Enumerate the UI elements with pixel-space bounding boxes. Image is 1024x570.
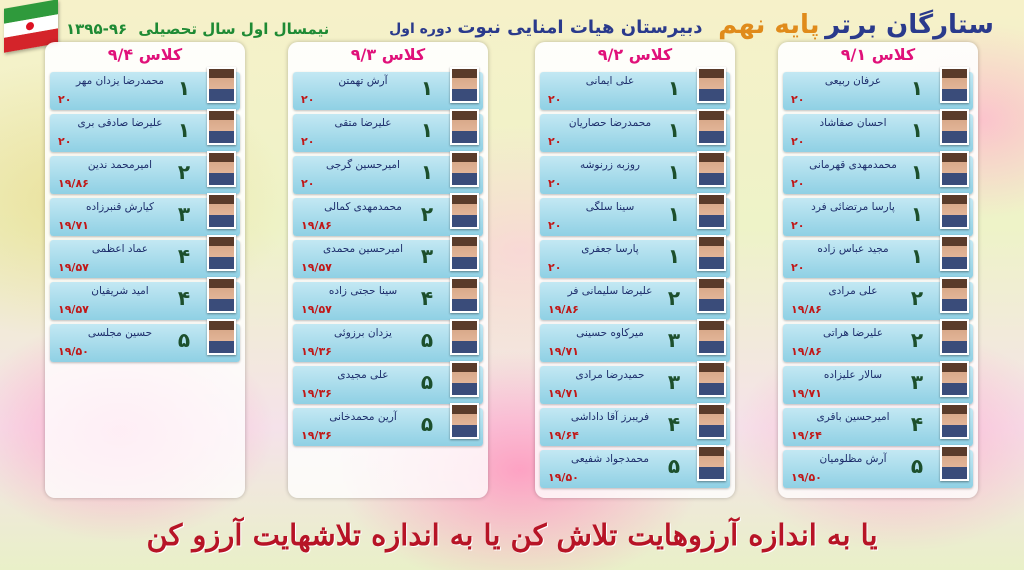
student-grade: ۲۰ [791,219,805,232]
student-rank: ۴ [420,286,434,310]
class-title: کلاس ۹/۳ [350,45,426,64]
student-rank: ۱ [420,118,434,142]
student-photo [450,193,479,229]
student-grade: ۲۰ [548,135,562,148]
student-rank: ۱ [910,160,924,184]
student-rank: ۵ [667,454,681,478]
student-row [783,72,973,110]
student-name: علیرضا سلیمانی فر [567,285,653,297]
student-photo [940,319,969,355]
student-grade: ۱۹/۸۶ [791,303,822,316]
student-grade: ۱۹/۸۶ [791,345,822,358]
student-name: پارسا جعفری [581,243,639,255]
student-rank: ۳ [177,202,191,226]
student-row [540,282,730,320]
student-name: روزبه زرنوشه [579,159,641,171]
student-grade: ۱۹/۳۶ [301,387,332,400]
student-rank: ۱ [910,202,924,226]
student-row [783,198,973,236]
student-rank: ۱ [177,118,191,142]
student-rank: ۱ [420,160,434,184]
student-name: علیرضا صادقی بری [77,117,163,129]
student-row [50,324,240,362]
student-grade: ۱۹/۵۷ [58,261,89,274]
student-row [50,156,240,194]
student-grade: ۲۰ [58,93,72,106]
student-row [293,72,483,110]
student-grade: ۱۹/۷۱ [548,345,579,358]
student-name: سالار علیزاده [823,369,883,381]
student-photo [940,277,969,313]
student-photo [450,109,479,145]
student-rank: ۲ [910,286,924,310]
student-name: امید شریفیان [91,285,149,297]
student-row [540,450,730,488]
student-rank: ۱ [910,244,924,268]
student-rank: ۳ [420,244,434,268]
student-name: علی مجیدی [337,369,389,381]
student-name: علی ایمانی [585,75,635,87]
student-name: امیرحسین گرجی [326,159,400,171]
student-row [293,240,483,278]
student-photo [697,319,726,355]
student-name: پارسا مرتضائی فرد [811,201,895,213]
student-grade: ۱۹/۳۶ [301,345,332,358]
student-photo [697,151,726,187]
student-rank: ۱ [910,118,924,142]
student-name: آرین محمدخانی [329,411,397,423]
page-title [387,10,994,40]
student-rank: ۲ [910,328,924,352]
student-row [540,408,730,446]
student-photo [940,193,969,229]
student-row [540,72,730,110]
student-photo [697,235,726,271]
student-name: مجید عباس زاده [817,243,889,255]
student-photo [207,67,236,103]
student-rank: ۱ [667,118,681,142]
student-rank: ۳ [667,328,681,352]
student-grade: ۲۰ [548,93,562,106]
student-rank: ۵ [910,454,924,478]
student-row [540,240,730,278]
student-row [783,450,973,488]
student-grade: ۲۰ [58,135,72,148]
student-grade: ۲۰ [791,177,805,190]
student-grade: ۲۰ [301,93,315,106]
student-row [540,324,730,362]
student-photo [450,361,479,397]
student-rank: ۱ [177,76,191,100]
student-name: امیرمحمد ندین [87,159,153,171]
student-row [50,198,240,236]
class-column [288,42,488,498]
class-title: کلاس ۹/۲ [597,45,673,64]
student-row [783,114,973,152]
student-grade: ۲۰ [301,135,315,148]
semester-label [66,20,329,38]
student-row [540,198,730,236]
student-name: کیارش قنبرزاده [86,201,154,213]
student-name: سینا سلگی [585,201,635,213]
student-rank: ۱ [420,76,434,100]
title-grade: پایه نهم [718,10,820,40]
student-rank: ۲ [420,202,434,226]
student-row [783,366,973,404]
title-main: ستارگان برتر [825,10,994,40]
student-photo [940,235,969,271]
student-grade: ۱۹/۷۱ [548,387,579,400]
school-period: دوره اول [389,21,452,37]
student-grade: ۱۹/۵۰ [58,345,89,358]
student-row [293,282,483,320]
page-header [0,0,1024,48]
student-photo [450,67,479,103]
student-grade: ۱۹/۶۴ [548,429,579,442]
student-photo [207,109,236,145]
student-photo [940,403,969,439]
student-name: محمدمهدی قهرمانی [809,159,897,171]
semester-text: نیمسال اول سال تحصیلی [138,20,330,38]
student-photo [940,445,969,481]
student-rank: ۴ [177,244,191,268]
student-grade: ۱۹/۷۱ [58,219,89,232]
school-name: دبیرستان هیات امنایی نبوت [457,17,703,38]
student-name: میرکاوه حسینی [576,327,644,339]
student-rank: ۱ [667,244,681,268]
student-rank: ۵ [420,328,434,352]
student-grade: ۲۰ [791,135,805,148]
motto-footer: یا به اندازه آرزوهایت تلاش کن یا به اندازه تلاشهایت آرزو کن [146,518,878,552]
student-photo [450,319,479,355]
student-name: آرش مظلومیان [819,453,887,465]
student-photo [697,277,726,313]
student-row [293,324,483,362]
student-rank: ۲ [177,160,191,184]
student-name: امیرحسین باقری [816,411,890,423]
student-row [783,282,973,320]
student-row [50,240,240,278]
student-grade: ۱۹/۳۶ [301,429,332,442]
student-rank: ۱ [910,76,924,100]
student-photo [697,109,726,145]
student-row [783,156,973,194]
student-photo [450,277,479,313]
student-photo [450,403,479,439]
student-grade: ۲۰ [548,219,562,232]
student-rank: ۴ [177,286,191,310]
student-photo [450,235,479,271]
student-photo [450,151,479,187]
student-row [783,408,973,446]
student-grade: ۲۰ [548,261,562,274]
student-row [293,408,483,446]
student-rank: ۳ [667,370,681,394]
student-name: علیرضا متقی [334,117,392,129]
student-name: عرفان ربیعی [824,75,882,87]
student-name: عماد اعظمی [91,243,149,255]
student-photo [207,193,236,229]
student-name: حسین مجلسی [87,327,153,339]
student-rank: ۵ [420,370,434,394]
student-grade: ۱۹/۷۱ [791,387,822,400]
class-column [535,42,735,498]
student-rank: ۲ [667,286,681,310]
student-name: یزدان برزوئی [334,327,392,339]
student-grade: ۱۹/۶۴ [791,429,822,442]
student-name: سینا حجتی زاده [328,285,398,297]
student-photo [207,319,236,355]
student-grade: ۲۰ [791,261,805,274]
student-photo [697,193,726,229]
student-rank: ۵ [420,412,434,436]
student-photo [940,361,969,397]
student-photo [697,361,726,397]
student-photo [207,151,236,187]
student-name: علی مرادی [828,285,878,297]
student-name: فریبرز آقا داداشی [570,411,650,423]
student-grade: ۱۹/۵۷ [58,303,89,316]
student-photo [940,109,969,145]
student-grade: ۱۹/۸۶ [548,303,579,316]
student-name: آرش تهمتن [338,75,388,87]
student-photo [940,151,969,187]
student-row [50,282,240,320]
class-column [778,42,978,498]
student-rank: ۵ [177,328,191,352]
student-photo [207,277,236,313]
semester-years: ۹۶-۱۳۹۵ [66,20,128,38]
student-photo [940,67,969,103]
student-rank: ۱ [667,202,681,226]
class-column [45,42,245,498]
student-row [293,114,483,152]
student-row [293,198,483,236]
student-photo [697,445,726,481]
student-name: احسان صفاشاد [819,117,887,129]
student-row [293,366,483,404]
student-row [293,156,483,194]
student-grade: ۱۹/۵۷ [301,261,332,274]
student-grade: ۱۹/۸۶ [301,219,332,232]
student-rank: ۱ [667,160,681,184]
student-name: محمدجواد شفیعی [571,453,649,465]
student-grade: ۱۹/۵۰ [548,471,579,484]
student-name: محمدمهدی کمالی [324,201,402,213]
class-title: کلاس ۹/۴ [107,45,183,64]
student-row [783,240,973,278]
student-row [540,156,730,194]
student-rank: ۳ [910,370,924,394]
student-photo [697,67,726,103]
student-row [540,366,730,404]
student-name: محمدرضا حصاریان [568,117,652,129]
student-row [540,114,730,152]
student-grade: ۲۰ [301,177,315,190]
student-name: علیرضا هراتی [822,327,884,339]
student-row [50,114,240,152]
student-name: امیرحسین محمدی [322,243,404,255]
student-photo [697,403,726,439]
student-row [50,72,240,110]
student-grade: ۱۹/۵۷ [301,303,332,316]
student-row [783,324,973,362]
student-name: حمیدرضا مرادی [575,369,645,381]
student-grade: ۲۰ [548,177,562,190]
student-rank: ۴ [667,412,681,436]
student-grade: ۲۰ [791,93,805,106]
student-name: محمدرضا یزدان مهر [75,75,165,87]
student-rank: ۴ [910,412,924,436]
student-grade: ۱۹/۸۶ [58,177,89,190]
student-photo [207,235,236,271]
student-grade: ۱۹/۵۰ [791,471,822,484]
class-title: کلاس ۹/۱ [840,45,916,64]
student-rank: ۱ [667,76,681,100]
